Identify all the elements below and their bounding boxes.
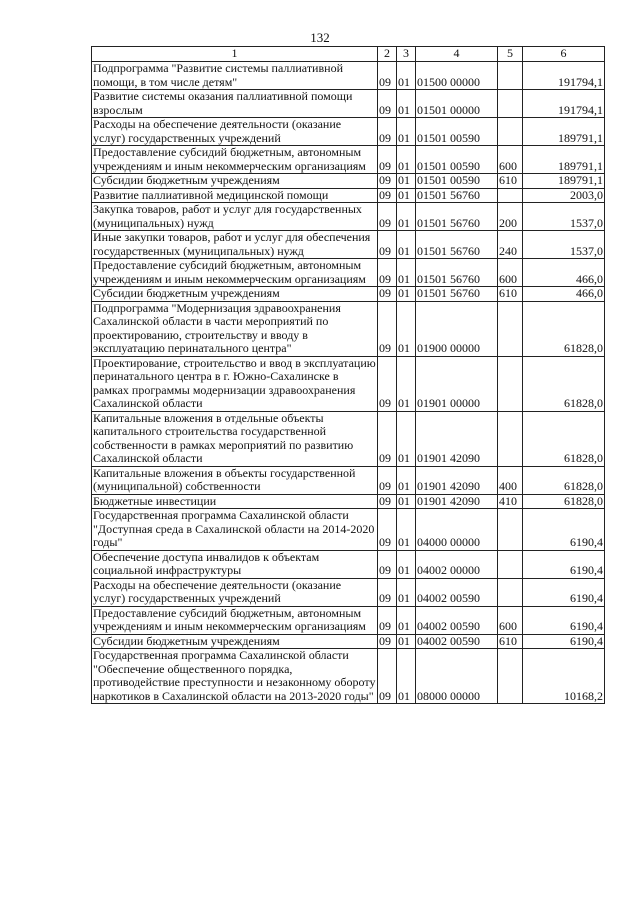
cell-csr: 01901 42090 [416, 466, 498, 494]
table-row [92, 118, 605, 146]
cell-sub: 01 [397, 509, 416, 551]
cell-amount: 61828,0 [523, 411, 605, 466]
cell-vr [498, 90, 523, 118]
cell-sec: 09 [378, 509, 397, 551]
cell-name: Государственная программа Сахалинской области "Доступная среда в Сахалинской области на 2014-2020 годы" [92, 509, 378, 551]
cell-vr: 410 [498, 494, 523, 509]
cell-name: Обеспечение доступа инвалидов к объектам социальной инфраструктуры [92, 550, 378, 578]
cell-vr [498, 411, 523, 466]
cell-amount: 466,0 [523, 287, 605, 302]
cell-sec: 09 [378, 494, 397, 509]
cell-sub: 01 [397, 634, 416, 649]
cell-sub: 01 [397, 203, 416, 231]
cell-sub: 01 [397, 188, 416, 203]
cell-vr: 610 [498, 174, 523, 189]
table-row [92, 231, 605, 259]
cell-vr [498, 118, 523, 146]
cell-name: Государственная программа Сахалинской области "Обеспечение общественного порядка, противодействие преступности и незаконному обороту наркотиков в Сахалинской области на 2013-2020 годы" [92, 649, 378, 704]
cell-sub: 01 [397, 466, 416, 494]
cell-vr [498, 550, 523, 578]
table-row [92, 301, 605, 356]
cell-vr [498, 509, 523, 551]
cell-sub: 01 [397, 550, 416, 578]
cell-sub: 01 [397, 287, 416, 302]
cell-sec: 09 [378, 466, 397, 494]
table-row [92, 287, 605, 302]
cell-sec: 09 [378, 287, 397, 302]
cell-amount: 189791,1 [523, 146, 605, 174]
cell-name: Развитие системы оказания паллиативной помощи взрослым [92, 90, 378, 118]
cell-name: Предоставление субсидий бюджетным, автономным учреждениям и иным некоммерческим организациям [92, 259, 378, 287]
cell-name: Капитальные вложения в объекты государственной (муниципальной) собственности [92, 466, 378, 494]
cell-sec: 09 [378, 411, 397, 466]
cell-name: Подпрограмма "Модернизация здравоохранения Сахалинской области в части мероприятий по проектированию, строительству и вводу в эксплуатацию перинатального центра" [92, 301, 378, 356]
cell-csr: 04002 00590 [416, 634, 498, 649]
cell-amount: 6190,4 [523, 634, 605, 649]
table-row [92, 174, 605, 189]
cell-amount: 2003,0 [523, 188, 605, 203]
table-row [92, 203, 605, 231]
table-row [92, 634, 605, 649]
cell-name: Капитальные вложения в отдельные объекты капитального строительства государственной собственности в рамках мероприятий по развитию Сахалинской области [92, 411, 378, 466]
cell-name: Подпрограмма "Развитие системы паллиативной помощи, в том числе детям" [92, 62, 378, 90]
cell-csr: 01501 00590 [416, 146, 498, 174]
cell-vr: 610 [498, 634, 523, 649]
cell-sec: 09 [378, 356, 397, 411]
cell-name: Закупка товаров, работ и услуг для государственных (муниципальных) нужд [92, 203, 378, 231]
cell-sec: 09 [378, 90, 397, 118]
cell-csr: 04002 00590 [416, 578, 498, 606]
cell-csr: 01501 00000 [416, 90, 498, 118]
cell-sec: 09 [378, 62, 397, 90]
header-col-3: 3 [397, 47, 416, 62]
cell-name: Расходы на обеспечение деятельности (оказание услуг) государственных учреждений [92, 118, 378, 146]
table-row [92, 90, 605, 118]
cell-csr: 01501 56760 [416, 203, 498, 231]
cell-csr: 01501 56760 [416, 287, 498, 302]
page-number: 132 [310, 30, 330, 45]
cell-sub: 01 [397, 356, 416, 411]
cell-csr: 01501 00590 [416, 118, 498, 146]
cell-sec: 09 [378, 259, 397, 287]
cell-csr: 01501 56760 [416, 231, 498, 259]
cell-name: Бюджетные инвестиции [92, 494, 378, 509]
cell-sec: 09 [378, 301, 397, 356]
cell-name: Расходы на обеспечение деятельности (оказание услуг) государственных учреждений [92, 578, 378, 606]
cell-csr: 01501 56760 [416, 188, 498, 203]
cell-name: Субсидии бюджетным учреждениям [92, 174, 378, 189]
cell-sec: 09 [378, 578, 397, 606]
cell-csr: 04002 00590 [416, 606, 498, 634]
cell-sub: 01 [397, 231, 416, 259]
budget-table [91, 46, 605, 704]
cell-sub: 01 [397, 90, 416, 118]
cell-vr: 600 [498, 146, 523, 174]
header-col-6: 6 [523, 47, 605, 62]
cell-sub: 01 [397, 146, 416, 174]
cell-amount: 1537,0 [523, 231, 605, 259]
table-row [92, 550, 605, 578]
cell-name: Субсидии бюджетным учреждениям [92, 287, 378, 302]
cell-amount: 61828,0 [523, 466, 605, 494]
cell-vr: 200 [498, 203, 523, 231]
cell-vr [498, 301, 523, 356]
cell-csr: 01901 00000 [416, 356, 498, 411]
cell-sec: 09 [378, 188, 397, 203]
cell-vr [498, 62, 523, 90]
table-row [92, 146, 605, 174]
cell-amount: 6190,4 [523, 578, 605, 606]
cell-vr [498, 578, 523, 606]
cell-csr: 04000 00000 [416, 509, 498, 551]
cell-sec: 09 [378, 634, 397, 649]
table-row [92, 411, 605, 466]
cell-amount: 191794,1 [523, 90, 605, 118]
cell-amount: 191794,1 [523, 62, 605, 90]
cell-sec: 09 [378, 174, 397, 189]
cell-name: Развитие паллиативной медицинской помощи [92, 188, 378, 203]
table-row [92, 509, 605, 551]
cell-sub: 01 [397, 174, 416, 189]
cell-vr: 600 [498, 259, 523, 287]
cell-csr: 01501 56760 [416, 259, 498, 287]
cell-amount: 189791,1 [523, 118, 605, 146]
cell-sec: 09 [378, 146, 397, 174]
header-col-4: 4 [416, 47, 498, 62]
table-row [92, 356, 605, 411]
cell-name: Иные закупки товаров, работ и услуг для обеспечения государственных (муниципальных) нужд [92, 231, 378, 259]
cell-vr [498, 649, 523, 704]
cell-sec: 09 [378, 649, 397, 704]
cell-name: Субсидии бюджетным учреждениям [92, 634, 378, 649]
cell-sub: 01 [397, 301, 416, 356]
cell-csr: 01501 00590 [416, 174, 498, 189]
cell-name: Предоставление субсидий бюджетным, автономным учреждениям и иным некоммерческим организациям [92, 606, 378, 634]
header-col-5: 5 [498, 47, 523, 62]
table-row [92, 606, 605, 634]
cell-csr: 01901 42090 [416, 494, 498, 509]
cell-sub: 01 [397, 494, 416, 509]
cell-sec: 09 [378, 203, 397, 231]
table-row [92, 578, 605, 606]
cell-vr [498, 188, 523, 203]
cell-csr: 08000 00000 [416, 649, 498, 704]
header-row [92, 47, 605, 62]
cell-name: Проектирование, строительство и ввод в эксплуатацию перинатального центра в г. Южно-Сахалинске в рамках программы модернизации здравоохранения Сахалинской области [93, 355, 376, 410]
cell-amount: 61828,0 [523, 494, 605, 509]
cell-vr: 600 [498, 606, 523, 634]
cell-sub: 01 [397, 411, 416, 466]
cell-vr: 240 [498, 231, 523, 259]
table-row [92, 259, 605, 287]
cell-amount: 6190,4 [523, 509, 605, 551]
cell-amount: 466,0 [523, 259, 605, 287]
cell-sub: 01 [397, 118, 416, 146]
cell-sub: 01 [397, 578, 416, 606]
cell-amount: 1537,0 [523, 203, 605, 231]
cell-sec: 09 [378, 606, 397, 634]
table-row [92, 649, 605, 704]
table-row [92, 62, 605, 90]
cell-sub: 01 [397, 649, 416, 704]
cell-sec: 09 [378, 231, 397, 259]
cell-csr: 04002 00000 [416, 550, 498, 578]
table-body [92, 62, 605, 704]
cell-amount: 6190,4 [523, 550, 605, 578]
table-row [92, 188, 605, 203]
cell-amount: 61828,0 [523, 301, 605, 356]
cell-amount: 6190,4 [523, 606, 605, 634]
cell-vr [498, 356, 523, 411]
cell-sec: 09 [378, 550, 397, 578]
header-col-2: 2 [378, 47, 397, 62]
cell-sub: 01 [397, 259, 416, 287]
cell-name: Предоставление субсидий бюджетным, автономным учреждениям и иным некоммерческим организациям [92, 146, 378, 174]
cell-csr: 01900 00000 [416, 301, 498, 356]
cell-csr: 01500 00000 [416, 62, 498, 90]
cell-amount: 61828,0 [523, 356, 605, 411]
cell-csr: 01901 42090 [416, 411, 498, 466]
cell-vr: 400 [498, 466, 523, 494]
cell-amount: 189791,1 [523, 174, 605, 189]
header-col-1: 1 [92, 47, 378, 62]
cell-sub: 01 [397, 606, 416, 634]
table-row [92, 466, 605, 494]
cell-sec: 09 [378, 118, 397, 146]
table-row [92, 494, 605, 509]
cell-vr: 610 [498, 287, 523, 302]
cell-sub: 01 [397, 62, 416, 90]
cell-amount: 10168,2 [523, 649, 605, 704]
